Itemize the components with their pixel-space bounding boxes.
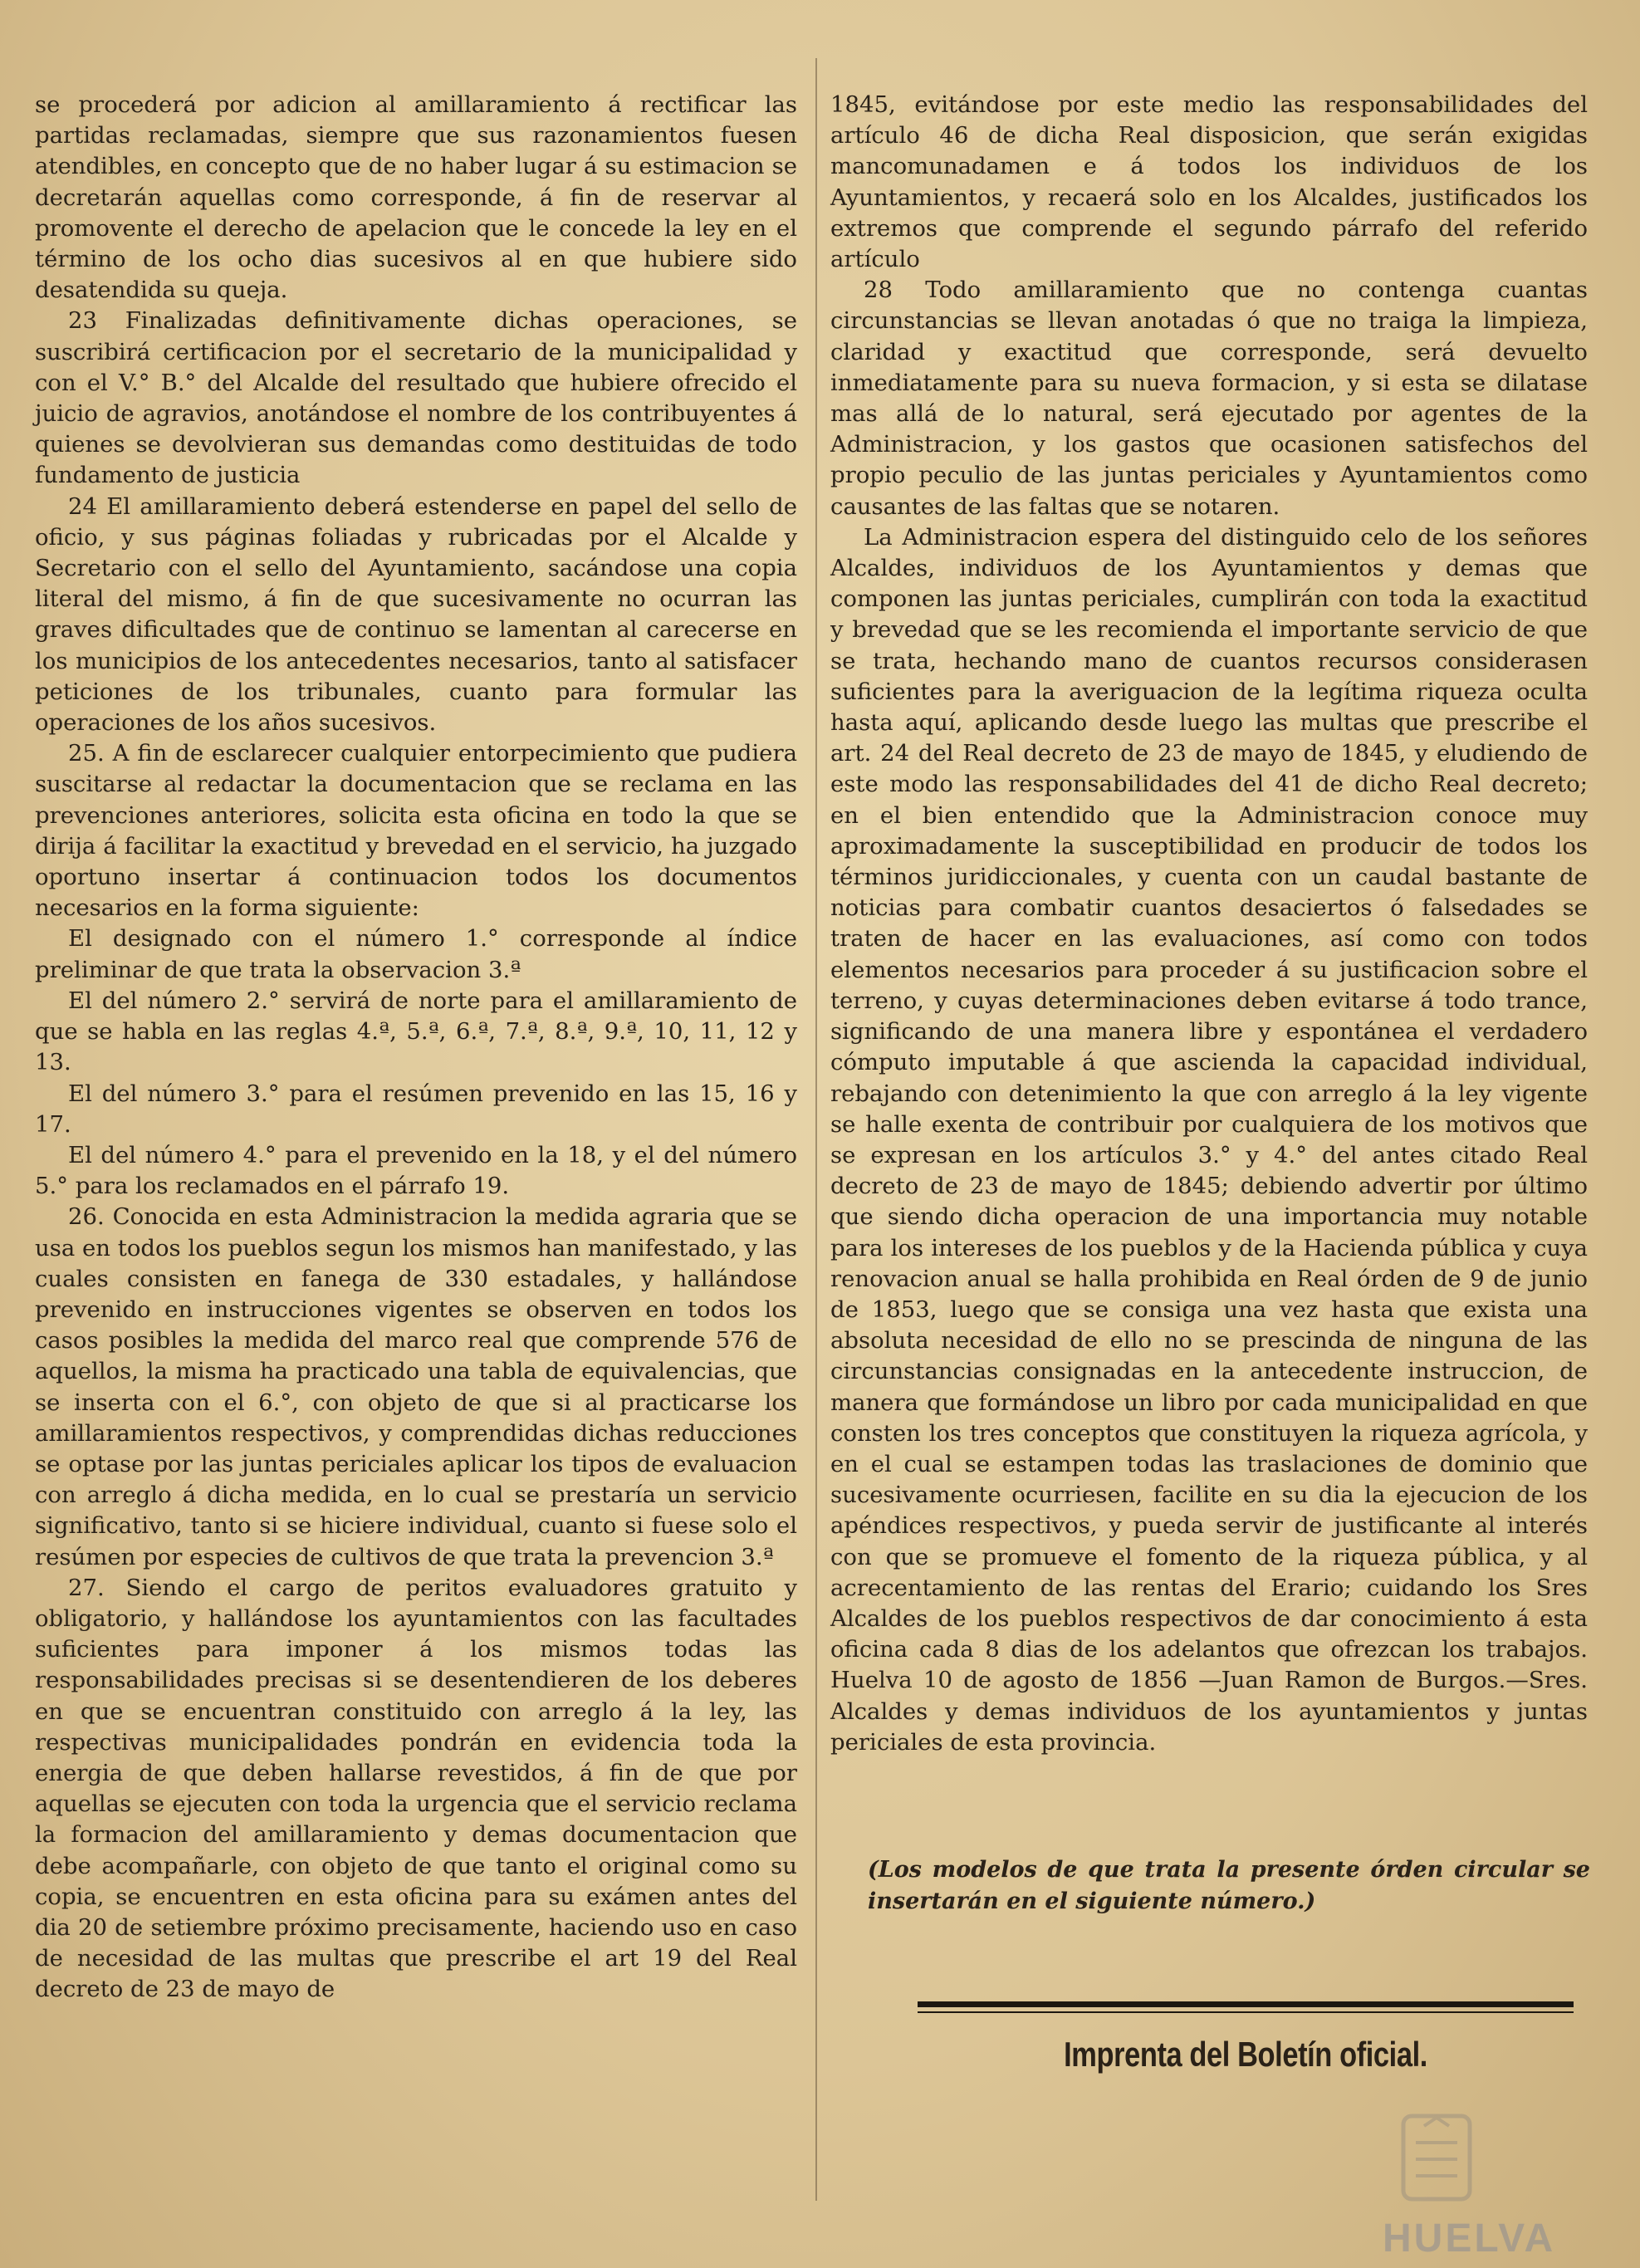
paragraph-28: 28 Todo amillaramiento que no contenga cuantas circunstancias se llevan anotadas ó que no traiga la limpieza, claridad y exactitud que corresponde, será devuelto inmediatamente para su nueva formacion, y si esta se dilatase mas allá de lo natural, será ejecutado por agentes de la Administracion, y los gastos que ocasionen satisfechos del propio peculio de las juntas periciales y Ayuntamientos como causantes de las faltas que se notaren. <box>830 277 1588 520</box>
paragraph-23: 23 Finalizadas definitivamente dichas operaciones, se suscribirá certificacion por el secretario de la municipalidad y con el V.° B.° del Alcalde del resultado que hubiere ofrecido el juicio de agravios, anotándose el nombre de los contribuyentes á quienes se devolvieran sus demandas como destituidas de todo fundamento de justicia <box>35 307 797 489</box>
left-column <box>35 90 797 2006</box>
double-rule-bottom <box>918 2011 1574 2013</box>
document-4-5-note: El del número 4.° para el prevenido en la 18, y el del número 5.° para los reclamados en el párrafo 19. <box>35 1141 797 1200</box>
imprint-title: Imprenta del Boletín oficial. <box>1064 2035 1427 2074</box>
paragraph-24: 24 El amillaramiento deberá estenderse en papel del sello de oficio, y sus páginas foliadas y rubricadas por el Alcalde y Secretario con el sello del Ayuntamiento, sacándose una copia literal del mismo, á fin de que sucesivamente no ocurran las graves dificultades que de continuo se lamentan al carecerse en los municipios de los antecedentes necesarios, tanto al satisfacer peticiones de los tribunales, cuanto para formular las operaciones de los años sucesivos. <box>35 492 797 737</box>
paragraph-continuation: se procederá por adicion al amillaramiento á rectificar las partidas reclamadas, siempre que sus razonamientos fuesen atendibles, en concepto que de no haber lugar á su estimacion se decretarán aquellas como corresponde, á fin de reservar al promovente el derecho de apelacion que le concede la ley en el término de los ocho dias sucesivos al en que hubiere sido desatendida su queja. <box>35 91 797 304</box>
paragraph-27: 27. Siendo el cargo de peritos evaluadores gratuito y obligatorio, y hallándose los ayuntamientos con las facultades suficientes para imponer á los mismos todas las responsabilidades precisas si se desentendieren de los deberes en que se encuentran constituido con arreglo á la ley, las respectivas municipalidades pondrán en evidencia toda la energia de que deben hallarse revestidos, á fin de que por aquellas se ejecuten con toda la urgencia que el servicio reclama la formacion del amillaramiento y demas documentacion que debe acompañarle, con objeto de que tanto el original como su copia, se encuentren en esta oficina para su exámen antes del dia 20 de setiembre próximo precisamente, haciendo uso en caso de necesidad de las multas que prescribe el art 19 del Real decreto de 23 de mayo de <box>35 1574 797 2003</box>
right-column <box>830 90 1588 1758</box>
double-rule-top <box>918 2001 1574 2007</box>
models-note: (Los modelos de que trata la presente órden circular se insertarán en el siguiente número.) <box>868 1857 1590 1914</box>
paragraph-25: 25. A fin de esclarecer cualquier entorpecimiento que pudiera suscitarse al redactar la documentacion que se reclama en las prevenciones anteriores, solicita esta oficina en todo la que se dirija á facilitar la exactitud y brevedad en el servicio, ha juzgado oportuno insertar á continuacion todos los documentos necesarios en la forma siguiente: <box>35 740 797 922</box>
closing-paragraph: La Administracion espera del distinguido celo de los señores Alcaldes, individuos de los Ayuntamientos y demas que componen las juntas periciales, cumplirán con toda la exactitud y brevedad que se les recomienda el importante servicio de que se trata, hechando mano de cuantos recursos considerasen suficientes para la averiguacion de la legítima riqueza oculta hasta aquí, aplicando desde luego las multas que prescribe el art. 24 del Real decreto de 23 de mayo de 1845, y eludiendo de este modo las responsabilidades del 41 de dicho Real decreto; en el bien entendido que la Administracion conoce muy aproximadamente la susceptibilidad en producir de todos los términos juridiccionales, y cuenta con un caudal bastante de noticias para combatir cuantos desaciertos ó falsedades se traten de hacer en las evaluaciones, así como con todos elementos necesarios para proceder á su justificacion sobre el terreno, y cuyas determinaciones deben evitarse á todo trance, significando de una manera libre y espontánea el verdadero cómputo imputable á que ascienda la capacidad individual, rebajando con detenimiento la que con arreglo á la ley vigente se halle exenta de contribuir por cualquiera de los motivos que se expresan en los artículos 3.° y 4.° del antes citado Real decreto de 23 de mayo de 1845; debiendo advertir por último que siendo dicha operacion de una importancia muy notable para los intereses de los pueblos y de la Hacienda pública y cuya renovacion anual se halla prohibida en Real órden de 9 de junio de 1853, luego que se consiga una vez hasta que exista una absoluta necesidad de ello no se prescinda de ninguna de las circunstancias consignadas en la antecedente instruccion, de manera que formándose un libro por cada municipalidad en que consten los tres conceptos que constituyen la riqueza agrícola, y en el cual se estampen todas las traslaciones de dominio que sucesivamente ocurriesen, facilite en su dia la ejecucion de los apéndices respectivos, y pueda servir de justificante al interés con que se promueve el fomento de la riqueza pública, y al acrecentamiento de las rentas del Erario; cuidando los Sres Alcaldes de los pueblos respectivos de dar conocimiento á esta oficina cada 8 dias de los adelantos que ofrezcan los trabajos. Huelva 10 de agosto de 1856 —Juan Ramon de Burgos.—Sres. Alcaldes y demas individuos de los ayuntamientos y juntas periciales de esta provincia. <box>830 523 1588 1756</box>
document-1-note: El designado con el número 1.° corresponde al índice preliminar de que trata la observacion 3.ª <box>35 925 797 983</box>
document-2-note: El del número 2.° servirá de norte para el amillaramiento de que se habla en las reglas 4.ª, 5.ª, 6.ª, 7.ª, 8.ª, 9.ª, 10, 11, 12 y 13. <box>35 987 797 1076</box>
archive-watermark-text: HUELVA <box>1383 2217 1556 2261</box>
paragraph-27-continuation: 1845, evitándose por este medio las responsabilidades del artículo 46 de dicha Real disposicion, que serán exigidas mancomunadamen e á todos los individuos de los Ayuntamientos, y recaerá solo en los Alcaldes, justificados los extremos que comprende el segundo párrafo del referido artículo <box>830 91 1588 273</box>
document-3-note: El del número 3.° para el resúmen prevenido en las 15, 16 y 17. <box>35 1080 797 1138</box>
column-divider <box>815 58 817 2201</box>
paragraph-26: 26. Conocida en esta Administracion la medida agraria que se usa en todos los pueblos segun los mismos han manifestado, y las cuales consisten en fanega de 330 estadales, y hallándose prevenido en instrucciones vigentes se observen en todos los casos posibles la medida del marco real que comprende 576 de aquellos, la misma ha practicado una tabla de equivalencias, que se inserta con el 6.°, con objeto de que si al practicarse los amillaramientos respectivos, y comprendidas dichas reducciones se optase por las juntas periciales aplicar los tipos de evaluacion con arreglo á dicha medida, en lo cual se prestaría un servicio significativo, tanto si se hiciere individual, cuanto si fuese solo el resúmen por especies de cultivos de que trata la prevencion 3.ª <box>35 1203 797 1570</box>
